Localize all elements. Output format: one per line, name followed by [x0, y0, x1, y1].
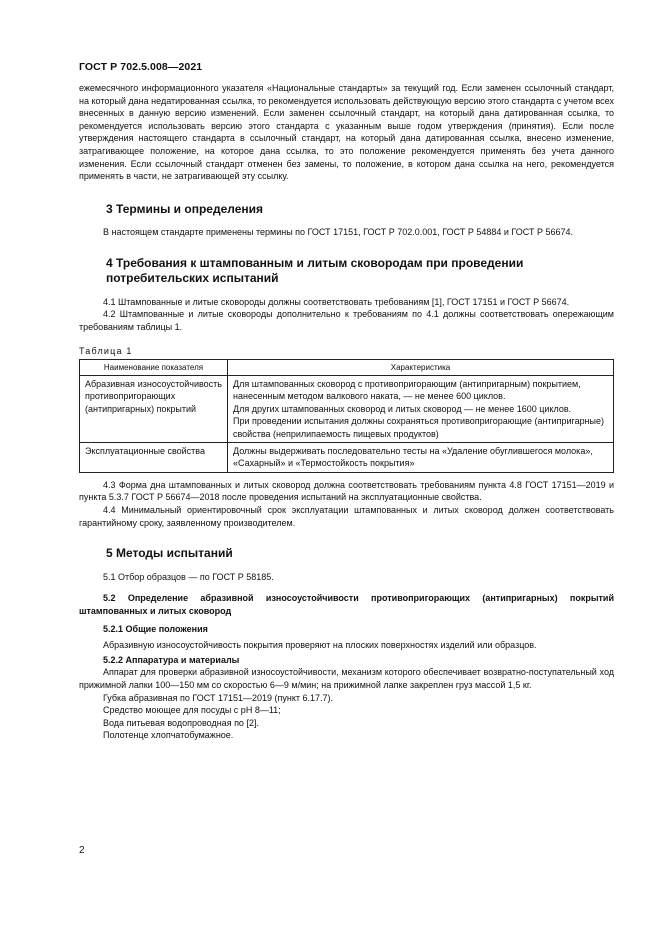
paragraph-4-3: 4.3 Форма дна штампованных и литых сковород должна соответствовать требованиям пункта 4.8 ГОСТ 17151—2019 и пункта 5.3.7 ГОСТ Р 56674—2018 после проведения испытаний на эксплуатационные свойства.	[79, 479, 614, 503]
page-content	[79, 82, 614, 742]
paragraph-4-2: 4.2 Штампованные и литые сковороды дополнительно к требованиям по 4.1 должны соответствовать опережающим требованиям таблицы 1.	[79, 309, 614, 333]
table-caption: Таблица 1	[79, 345, 133, 356]
paragraph-5-1: 5.1 Отбор образцов — по ГОСТ Р 58185.	[103, 571, 274, 582]
table-cell-indicator: Абразивная износоустойчивость противопригорающих (антипригарных) покрытий	[80, 376, 228, 443]
section-5-heading: 5 Методы испытаний	[106, 546, 233, 561]
materials-list-item: Средство моющее для посуды с pH 8—11;	[103, 705, 281, 716]
table-header-cell: Характеристика	[228, 359, 614, 375]
subsection-5-2-heading: 5.2 Определение абразивной износоустойчивости противопригорающих (антипригарных) покрытий штампованных и литых сковород	[79, 593, 614, 616]
paragraph-5-2-2: Аппарат для проверки абразивной износоустойчивости, механизм которого обеспечивает возвратно-поступательный ход прижимной лапки 100—150 мм со скоростью 6—9 м/мин; на прижимной лапке закреплен груз массой 1,5 кг.	[79, 667, 614, 690]
table-row	[80, 443, 614, 473]
section-4-heading: 4 Требования к штампованным и литым сковородам при проведении потребительских испытаний	[106, 255, 524, 286]
section-3-heading: 3 Термины и определения	[106, 201, 264, 216]
table-cell-characteristic	[228, 376, 614, 443]
materials-list-item: Полотенце хлопчатобумажное.	[103, 730, 234, 741]
materials-list-item: Губка абразивная по ГОСТ 17151—2019 (пункт 6.17.7).	[103, 692, 334, 703]
characteristic-line: Должны выдерживать последовательно тесты на «Удаление обуглившегося молока», «Сахарный» и «Термостойкость покрытия»	[233, 446, 593, 469]
table-header-cell: Наименование показателя	[80, 359, 228, 375]
subsection-5-2-1-heading: 5.2.1 Общие положения	[103, 623, 208, 634]
intro-paragraph: ежемесячного информационного указателя «Национальные стандарты» за текущий год. Если заменен ссылочный стандарт, на который дана недатированная ссылка, то рекомендуется использовать действующую версию этого стандарта с учетом всех внесенных в данную версию изменений. Если заменен ссылочный стандарт, на который дана датированная ссылка, то рекомендуется использовать версию этого стандарта с указанным выше годом утверждения (принятия). Если после утверждения настоящего стандарта в ссылочный стандарт, на который дана датированная ссылка, внесено изменение, затрагивающее положение, на которое дана ссылка, то это положение рекомендуется применять без учета данного изменения. Если ссылочный стандарт отменен без замены, то положение, в котором дана ссылка на него, рекомендуется применять в части, не затрагивающей эту ссылку.	[79, 83, 614, 182]
table-cell-indicator: Эксплуатационные свойства	[80, 443, 228, 473]
document-header: ГОСТ Р 702.5.008—2021	[79, 61, 203, 73]
characteristic-line: Для штампованных сковород с противопригорающим (антипригарным) покрытием, нанесенным методом валкового наката, — не менее 600 циклов.	[233, 379, 581, 402]
table-header-row	[80, 359, 614, 375]
materials-list-item: Вода питьевая водопроводная по [2].	[103, 717, 259, 728]
table-cell-characteristic	[228, 443, 614, 473]
characteristic-line: Для других штампованных сковород и литых сковород — не менее 1600 циклов.	[233, 403, 572, 414]
page-number: 2	[79, 845, 85, 856]
paragraph-5-2-1: Абразивную износоустойчивость покрытия проверяют на плоских поверхностях изделий или образцов.	[103, 640, 537, 651]
characteristic-line: При проведении испытания должны сохраняться противопригорающие (антипригарные) свойства (неприлипаемость пищевых продуктов)	[233, 416, 605, 439]
section-3-text: В настоящем стандарте применены термины по ГОСТ 17151, ГОСТ Р 702.0.001, ГОСТ Р 54884 и ГОСТ Р 56674.	[103, 227, 573, 238]
paragraph-4-1: 4.1 Штампованные и литые сковороды должны соответствовать требованиям [1], ГОСТ 17151 и ГОСТ Р 56674.	[103, 296, 570, 307]
requirements-table	[79, 359, 614, 473]
subsection-5-2-2-heading: 5.2.2 Аппаратура и материалы	[103, 654, 240, 665]
table-row	[80, 376, 614, 443]
paragraph-4-4: 4.4 Минимальный ориентировочный срок эксплуатации штампованных и литых сковород должен соответствовать гарантийному сроку, заявленному производителем.	[79, 505, 614, 528]
